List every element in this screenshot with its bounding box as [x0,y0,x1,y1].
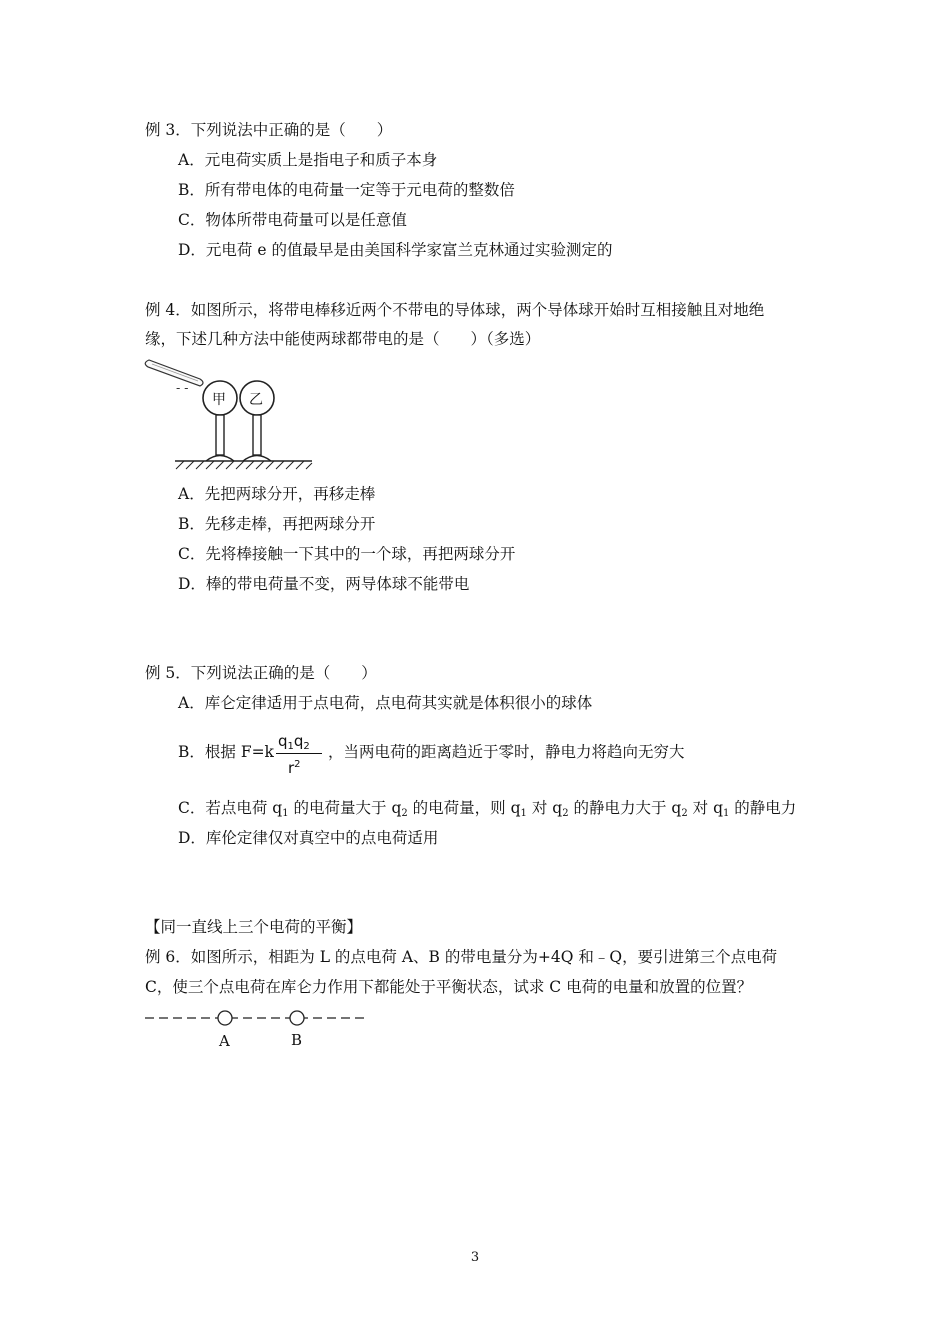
rod-charge-label: - - [176,381,189,395]
ex5-option-b-prefix: B．根据 F=k [178,743,274,761]
ex3-option-b: B．所有带电体的电荷量一定等于元电荷的整数倍 [178,181,515,199]
charge-b-label: B [291,1031,303,1049]
charge-b [290,1011,304,1025]
ex6-stem-line1: 例 6．如图所示，相距为 L 的点电荷 A、B 的带电量分为+4Q 和﹣Q，要引进第三个点电荷 [145,948,778,966]
ex5-stem: 例 5．下列说法正确的是（ ） [145,664,377,682]
ball-yi-label: 乙 [249,392,263,408]
ex5-option-b [178,730,685,777]
ex4-stem-line1: 例 4．如图所示，将带电棒移近两个不带电的导体球，两个导体球开始时互相接触且对地绝 [145,301,765,319]
ball-jia-label: 甲 [212,392,226,408]
charge-a-label: A [219,1032,230,1050]
ex4-stem-line2: 缘，下述几种方法中能使两球都带电的是（ ）（多选） [145,330,541,348]
fraction-denominator: $r^2$ [287,759,301,777]
fraction-numerator: $q_1q_2$ [277,732,310,752]
ex4-option-a: A．先把两球分开，再移走棒 [178,485,376,503]
ex6-stem-line2: C，使三个点电荷在库仑力作用下都能处于平衡状态，试求 C 电荷的电量和放置的位置？ [145,978,753,996]
ex4-figure [140,355,325,470]
ex5-option-c: C．若点电荷 $q_1$ 的电荷量大于 $q_2$ 的电荷量，则 $q_1$ 对 $q_2$ 的静电力大于 $q_2$ 对 $q_1$ 的静电力 [178,799,797,819]
fraction-bar [276,753,322,754]
charge-a [218,1011,232,1025]
charged-rod [145,360,203,386]
ex5-option-d: D．库伦定律仅对真空中的点电荷适用 [178,829,439,847]
ex5-option-a: A．库仑定律适用于点电荷，点电荷其实就是体积很小的球体 [178,694,593,712]
ex6-figure [140,1005,370,1050]
ex3-option-c: C．物体所带电荷量可以是任意值 [178,211,407,229]
ex4-option-b: B．先移走棒，再把两球分开 [178,515,376,533]
ex4-option-c: C．先将棒接触一下其中的一个球，再把两球分开 [178,545,516,563]
ground [175,461,312,469]
section-title: 【同一直线上三个电荷的平衡】 [145,918,363,936]
page-number: 3 [470,1250,480,1265]
ex3-option-d: D．元电荷 e 的值最早是由美国科学家富兰克林通过实验测定的 [178,241,613,259]
ex3-stem: 例 3．下列说法中正确的是（ ） [145,121,393,139]
ex3-option-a: A．元电荷实质上是指电子和质子本身 [178,151,438,169]
ex4-option-d: D．棒的带电荷量不变，两导体球不能带电 [178,575,470,593]
ex5-option-b-suffix: ，当两电荷的距离趋近于零时，静电力将趋向无穷大 [327,743,685,761]
coulomb-fraction [276,731,326,775]
